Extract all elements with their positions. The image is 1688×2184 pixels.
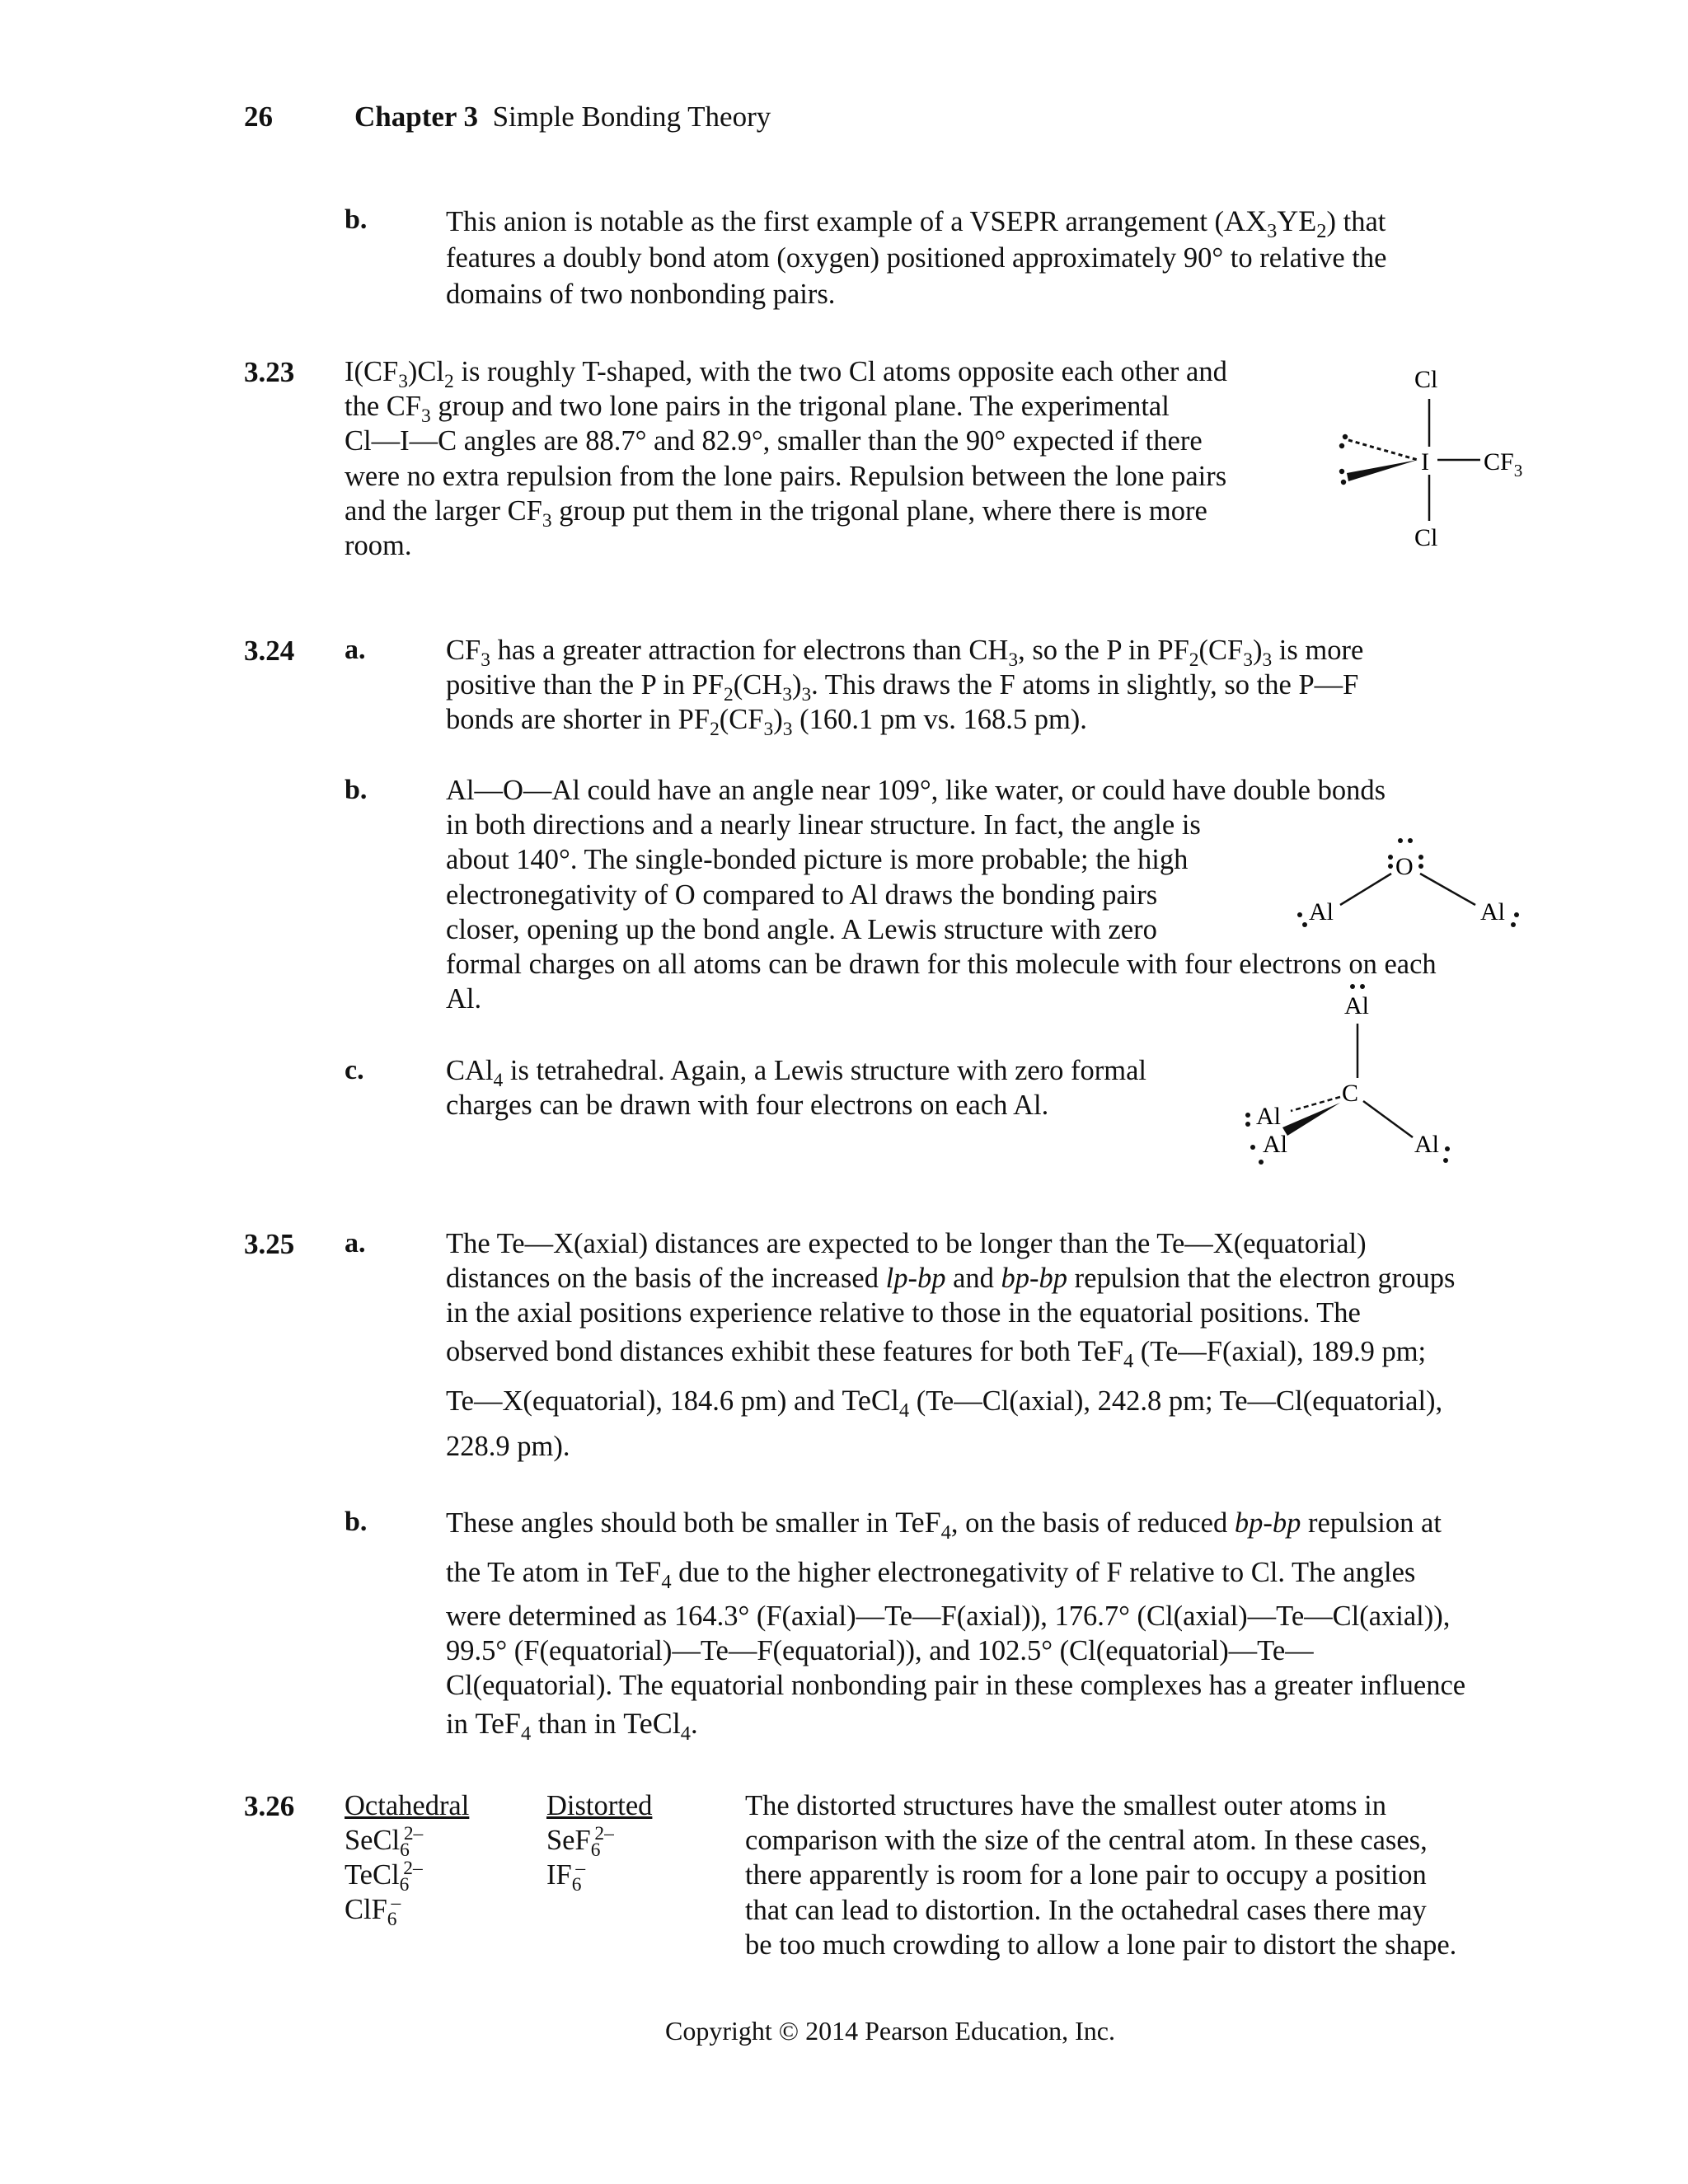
- atom-al-top: Al: [1344, 992, 1369, 1019]
- atom-o: O: [1395, 853, 1414, 880]
- text-line: $CF_3$ has a greater attraction for electrons than $CH_3$, so the P in $PF_2(CF_3)_3$ is more: [446, 635, 1364, 671]
- text-line: These angles should both be smaller in TeF$_4$, on the basis of reduced bp-bp repulsion at: [446, 1506, 1442, 1544]
- running-header: [354, 101, 771, 134]
- chapter-label: Chapter 3: [354, 101, 479, 133]
- formula-item: ClF$_6$–: [345, 1891, 401, 1930]
- text-line: charges can be drawn with four electrons on each Al.: [446, 1090, 1049, 1122]
- text-line: CAl$_4$ is tetrahedral. Again, a Lewis structure with zero formal: [446, 1055, 1147, 1091]
- lone-pair-dot: [1418, 864, 1423, 869]
- text-line: Te—X(equatorial), 184.6 pm) and TeCl$_4$ (Te—Cl(axial), 242.8 pm; Te—Cl(equatorial),: [446, 1384, 1443, 1422]
- text-line: Al—O—Al could have an angle near 109°, like water, or could have double bonds: [446, 775, 1386, 806]
- text-line: Al.: [446, 983, 482, 1015]
- item-label-a: a.: [345, 635, 366, 665]
- lone-pair-dot: [1350, 984, 1355, 989]
- icf3cl2-structure-figure: [1335, 363, 1566, 560]
- lone-pair-dot: [1259, 1160, 1264, 1165]
- text-line: electronegativity of O compared to Al draws the bonding pairs: [446, 879, 1158, 911]
- atom-cl-bottom: Cl: [1414, 524, 1438, 551]
- lone-pair-dot: [1250, 1145, 1255, 1150]
- item-label-b: b.: [345, 775, 368, 805]
- text-line: Cl—I—C angles are 88.7° and 82.9°, smaller than the 90° expected if there: [345, 425, 1203, 457]
- text-line: distances on the basis of the increased lp-bp and bp-bp repulsion that the electron groups: [446, 1263, 1456, 1294]
- text-line: domains of two nonbonding pairs.: [446, 279, 836, 310]
- distorted-column: [546, 1788, 653, 1896]
- column-header: Distorted: [546, 1790, 653, 1821]
- al-o-al-structure-figure: [1286, 832, 1533, 935]
- text-line: bonds are shorter in $PF_2(CF_3)_3$ (160.1 pm vs. 168.5 pm).: [446, 704, 1087, 741]
- lone-pair-dot: [1302, 922, 1307, 927]
- lone-pair-dot: [1245, 1113, 1250, 1118]
- problem-number: 3.26: [244, 1790, 295, 1822]
- dashed-wedge-bond: [1348, 440, 1418, 460]
- lone-pair-dot: [1343, 434, 1348, 439]
- answer-3-26: [745, 1788, 1456, 1962]
- text-line: in TeF$_4$ than in TeCl$_4$.: [446, 1707, 698, 1746]
- item-label-a: a.: [345, 1228, 366, 1258]
- problem-number: 3.23: [244, 356, 295, 388]
- atom-al-left: Al: [1309, 898, 1334, 926]
- atom-cl-top: Cl: [1414, 366, 1438, 393]
- answer-3-25-a: [446, 1226, 1455, 1464]
- text-line: comparison with the size of the central atom. In these cases,: [745, 1825, 1428, 1857]
- chapter-title: Simple Bonding Theory: [492, 101, 771, 133]
- text-line: closer, opening up the bond angle. A Lewis structure with zero: [446, 913, 1157, 945]
- problem-number: 3.25: [244, 1228, 295, 1260]
- text-line: the $CF_3$ group and two lone pairs in the trigonal plane. The experimental: [345, 391, 1170, 428]
- text-line: features a doubly bond atom (oxygen) positioned approximately 90° to relative the: [446, 242, 1387, 274]
- atom-cf3: $CF_3$: [1484, 448, 1523, 480]
- solid-wedge-bond: [1282, 1103, 1340, 1136]
- text-line: Cl(equatorial). The equatorial nonbonding pair in these complexes has a greater influence: [446, 1670, 1466, 1701]
- copyright-footer: Copyright © 2014 Pearson Education, Inc.: [665, 2016, 1115, 2046]
- dashed-wedge-bond: [1291, 1097, 1340, 1111]
- bond-line: [1420, 874, 1475, 905]
- atom-c: C: [1342, 1080, 1359, 1107]
- text-line: and the larger $CF_3$ group put them in the trigonal plane, where there is more: [345, 494, 1207, 532]
- text-line: about 140°. The single-bonded picture is more probable; the high: [446, 844, 1189, 876]
- lone-pair-dot: [1514, 912, 1519, 917]
- page-number: 26: [244, 101, 273, 133]
- column-header: Octahedral: [345, 1790, 470, 1821]
- lone-pair-dot: [1445, 1146, 1450, 1151]
- formula-item: SeCl$_6^{2-}$: [345, 1822, 424, 1861]
- item-label-b: b.: [345, 1507, 368, 1537]
- bond-line: [1340, 874, 1391, 905]
- lone-pair-dot: [1245, 1122, 1250, 1127]
- text-line: This anion is notable as the first example of a VSEPR arrangement $(AX_3YE_2)$ that: [446, 204, 1386, 243]
- text-line: room.: [345, 530, 412, 562]
- atom-al-back: Al: [1256, 1103, 1281, 1130]
- text-line: be too much crowding to allow a lone pair to distort the shape.: [745, 1929, 1457, 1961]
- lone-pair-dot: [1418, 855, 1423, 860]
- lone-pair-dot: [1443, 1158, 1448, 1163]
- answer-3-23: [345, 354, 1227, 563]
- atom-al-right: Al: [1414, 1131, 1439, 1158]
- lone-pair-dot: [1388, 864, 1393, 869]
- lone-pair-dot: [1341, 480, 1346, 485]
- text-line: the Te atom in TeF$_4$ due to the higher electronegativity of F relative to Cl. The angles: [446, 1555, 1416, 1594]
- solid-wedge-bond: [1347, 460, 1418, 481]
- text-line: The Te—X(axial) distances are expected to be longer than the Te—X(equatorial): [446, 1228, 1367, 1259]
- lone-pair-dot: [1297, 912, 1302, 917]
- formula-item: TeCl$_6^{2-}$: [345, 1857, 423, 1896]
- formula-item: $IF_6^-$: [546, 1857, 586, 1896]
- text-line: positive than the P in $PF_2(CH_3)_3$. This draws the F atoms in slightly, so the P—F: [446, 669, 1359, 706]
- answer-3-24-a: [446, 633, 1364, 741]
- text-line: that can lead to distortion. In the octahedral cases there may: [745, 1894, 1427, 1926]
- atom-i: I: [1421, 448, 1429, 476]
- text-line: there apparently is room for a lone pair to occupy a position: [745, 1859, 1427, 1891]
- cal4-structure-figure: [1228, 981, 1475, 1170]
- answer-3-24-c: [446, 1053, 1146, 1122]
- lone-pair-dot: [1339, 443, 1344, 448]
- answer-3-25-b: [446, 1505, 1466, 1746]
- item-label-b: b.: [345, 204, 368, 235]
- lone-pair-dot: [1511, 922, 1516, 927]
- octahedral-column: [345, 1788, 470, 1930]
- problem-number: 3.24: [244, 635, 295, 667]
- text-line: in both directions and a nearly linear structure. In fact, the angle is: [446, 809, 1201, 841]
- text-line: formal charges on all atoms can be drawn for this molecule with four electrons on each: [446, 949, 1437, 981]
- text-line: The distorted structures have the smallest outer atoms in: [745, 1790, 1386, 1821]
- text-line: 228.9 pm).: [446, 1431, 570, 1462]
- text-line: were no extra repulsion from the lone pairs. Repulsion between the lone pairs: [345, 460, 1227, 492]
- bond-line: [1363, 1101, 1413, 1137]
- lone-pair-dot: [1360, 984, 1365, 989]
- text-line: observed bond distances exhibit these features for both TeF$_4$ (Te—F(axial), 189.9 pm;: [446, 1334, 1427, 1373]
- text-line: were determined as 164.3° (F(axial)—Te—F(axial)), 176.7° (Cl(axial)—Te—Cl(axial)),: [446, 1601, 1451, 1632]
- lone-pair-dot: [1339, 469, 1344, 474]
- answer-3-22-b: [446, 203, 1386, 312]
- lone-pair-dot: [1398, 838, 1403, 843]
- lone-pair-dot: [1408, 838, 1413, 843]
- atom-al-right: Al: [1480, 898, 1505, 926]
- text-line: $I(CF_3)Cl_2$ is roughly T-shaped, with the two Cl atoms opposite each other and: [345, 356, 1227, 392]
- atom-al-front: Al: [1263, 1131, 1287, 1158]
- item-label-c: c.: [345, 1055, 364, 1085]
- lone-pair-dot: [1388, 855, 1393, 860]
- formula-item: SeF$_6^{2-}$: [546, 1822, 614, 1861]
- text-line: in the axial positions experience relative to those in the equatorial positions. The: [446, 1297, 1361, 1329]
- text-line: 99.5° (F(equatorial)—Te—F(equatorial)), and 102.5° (Cl(equatorial)—Te—: [446, 1635, 1314, 1666]
